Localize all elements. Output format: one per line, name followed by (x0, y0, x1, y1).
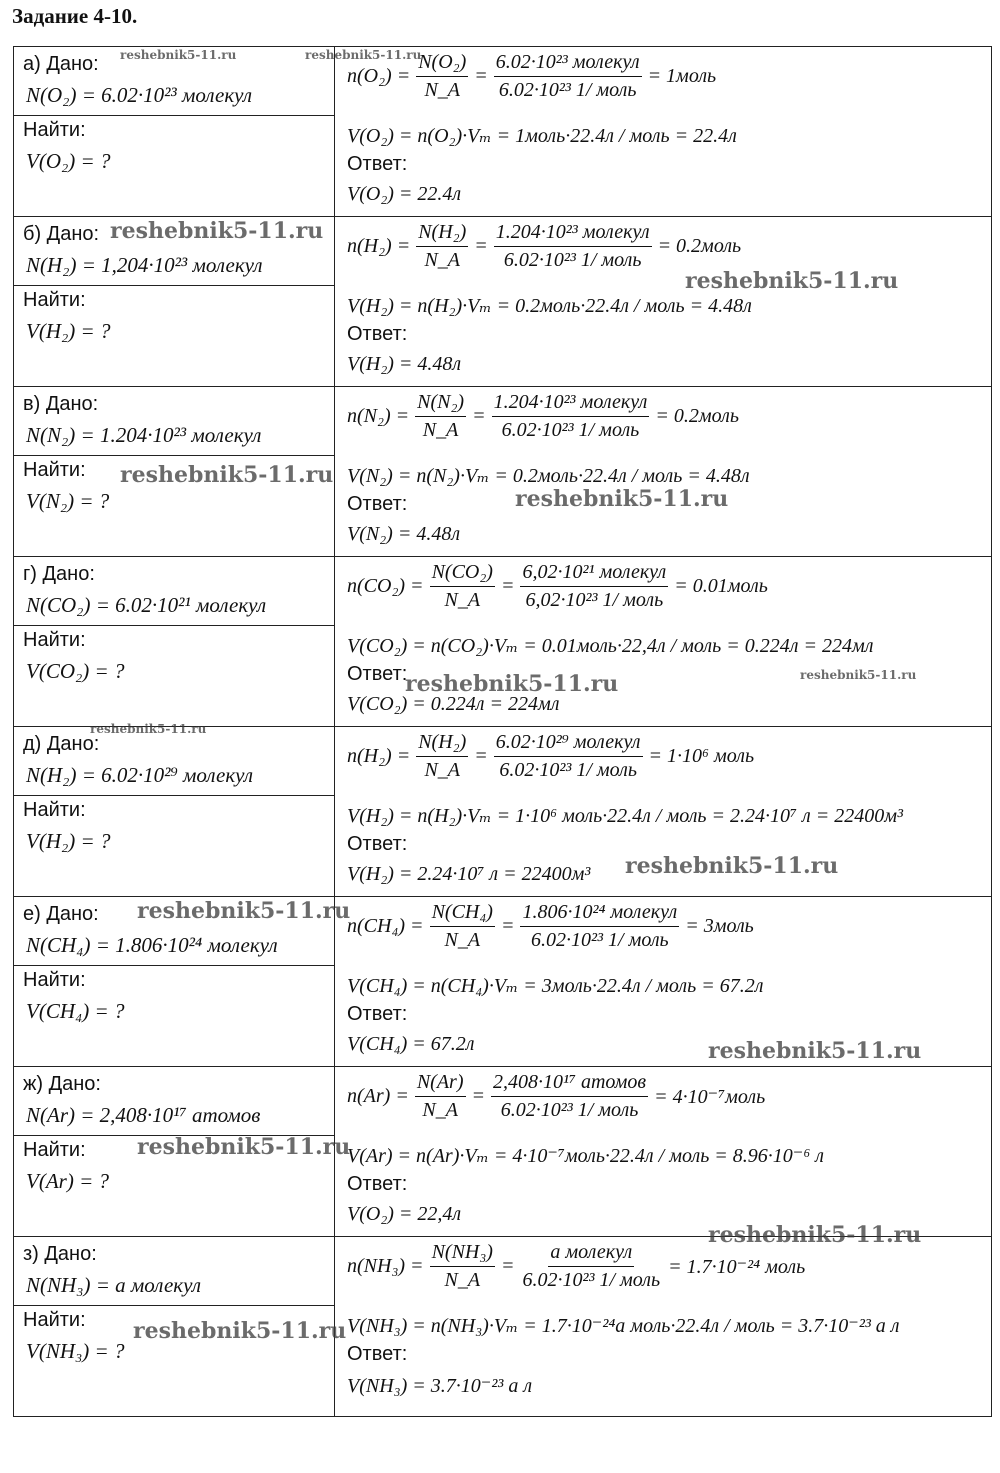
answer-value: V(CH₄) = 67.2л (347, 1033, 475, 1055)
watermark-text: reshebnik5-11.ru (110, 218, 324, 244)
fraction-numerator: 6,02·10²¹ молекул (520, 561, 668, 587)
amount-equation (347, 901, 754, 952)
equation-lhs: n(CH₄) = (347, 915, 424, 937)
fraction-numerator: N(N₂) (415, 391, 466, 417)
find-value: V(H₂) = ? (26, 829, 111, 853)
fraction-numerator: 6.02·10²⁹ молекул (494, 731, 643, 757)
fraction-numerator: N(NH₃) (430, 1241, 495, 1267)
find-value: V(NH₃) = ? (26, 1339, 125, 1363)
equals-sign: = (474, 235, 488, 257)
amount-equation (347, 221, 741, 272)
task-row (14, 557, 991, 727)
answer-label: Ответ: (347, 1003, 408, 1025)
find-label: Найти: (23, 119, 86, 141)
task-left-column (14, 727, 335, 896)
watermark-text: reshebnik5-11.ru (120, 462, 334, 488)
volume-equation: V(O₂) = n(O₂)·Vₘ = 1моль·22.4л / моль = 22.4л (347, 125, 737, 147)
fraction-denominator: N_A (422, 419, 459, 441)
equation-lhs: n(NH₃) = (347, 1255, 424, 1277)
find-label: Найти: (23, 799, 86, 821)
fraction-symbolic (416, 51, 468, 102)
fraction-numerator: 6.02·10²³ молекул (494, 51, 642, 77)
find-cell (14, 625, 334, 725)
solution-cell (335, 47, 991, 216)
fraction-symbolic (416, 731, 468, 782)
given-cell (14, 557, 334, 626)
fraction-numerator: N(H₂) (416, 731, 468, 757)
answer-value: V(O₂) = 22.4л (347, 183, 462, 205)
given-cell (14, 1067, 334, 1136)
fraction-symbolic (415, 1071, 466, 1122)
fraction-symbolic (430, 1241, 495, 1292)
fraction-numeric (520, 1241, 662, 1292)
equation-result: = 4·10⁻⁷моль (654, 1086, 766, 1108)
given-value: N(CO₂) = 6.02·10²¹ молекул (26, 593, 267, 617)
equation-lhs: n(CO₂) = (347, 575, 424, 597)
watermark-text: reshebnik5-11.ru (137, 1134, 351, 1160)
solution-cell (335, 1067, 991, 1236)
given-cell (14, 727, 334, 796)
find-label: Найти: (23, 969, 86, 991)
answer-value: V(H₂) = 2.24·10⁷ л = 22400м³ (347, 863, 591, 885)
watermark-text: reshebnik5-11.ru (120, 48, 237, 62)
fraction-numerator: N(O₂) (416, 51, 468, 77)
find-label: Найти: (23, 1309, 86, 1331)
fraction-numeric (520, 901, 679, 952)
answer-label: Ответ: (347, 493, 408, 515)
find-label: Найти: (23, 629, 86, 651)
given-value: N(CH₄) = 1.806·10²⁴ молекул (26, 933, 278, 957)
find-value: V(H₂) = ? (26, 319, 111, 343)
answer-label: Ответ: (347, 1343, 408, 1365)
fraction-numeric (491, 1071, 648, 1122)
fraction-numerator: 1.204·10²³ молекул (494, 221, 652, 247)
equation-lhs: n(N₂) = (347, 405, 410, 427)
find-label: Найти: (23, 459, 86, 481)
amount-equation (347, 1071, 765, 1122)
fraction-denominator: 6.02·10²³ 1/ моль (500, 1099, 639, 1121)
fraction-symbolic (416, 221, 468, 272)
equals-sign: = (474, 65, 488, 87)
given-label: б) Дано: (23, 223, 100, 245)
answer-value: V(O₂) = 22,4л (347, 1203, 462, 1225)
answer-label: Ответ: (347, 663, 408, 685)
fraction-denominator: 6.02·10²³ 1/ моль (522, 1269, 661, 1291)
watermark-text: reshebnik5-11.ru (90, 722, 207, 736)
find-cell (14, 795, 334, 895)
find-label: Найти: (23, 1139, 86, 1161)
answer-label: Ответ: (347, 1173, 408, 1195)
fraction-denominator: N_A (444, 1269, 481, 1291)
fraction-denominator: N_A (444, 589, 481, 611)
find-cell (14, 115, 334, 215)
equation-result: = 0.2моль (655, 405, 739, 427)
given-value: N(NH₃) = a молекул (26, 1273, 202, 1297)
task-row (14, 47, 991, 217)
page-title: Задание 4-10. (12, 4, 138, 28)
amount-equation (347, 561, 768, 612)
volume-equation: V(H₂) = n(H₂)·Vₘ = 1·10⁶ моль·22.4л / моль = 2.24·10⁷ л = 22400м³ (347, 805, 903, 827)
watermark-text: reshebnik5-11.ru (800, 668, 917, 682)
equals-sign: = (472, 405, 486, 427)
volume-equation: V(Ar) = n(Ar)·Vₘ = 4·10⁻⁷моль·22.4л / моль = 8.96·10⁻⁶ л (347, 1145, 825, 1167)
given-value: N(O₂) = 6.02·10²³ молекул (26, 83, 253, 107)
given-label: ж) Дано: (23, 1073, 101, 1095)
volume-equation: V(CH₄) = n(CH₄)·Vₘ = 3моль·22.4л / моль = 67.2л (347, 975, 764, 997)
fraction-numerator: 1.806·10²⁴ молекул (520, 901, 679, 927)
fraction-numerator: N(H₂) (416, 221, 468, 247)
watermark-text: reshebnik5-11.ru (625, 853, 839, 879)
equals-sign: = (500, 575, 515, 597)
watermark-text: reshebnik5-11.ru (137, 898, 351, 924)
fraction-denominator: 6.02·10²³ 1/ моль (501, 419, 640, 441)
volume-equation: V(N₂) = n(N₂)·Vₘ = 0.2моль·22.4л / моль = 4.48л (347, 465, 750, 487)
task-row (14, 727, 991, 897)
solution-cell (335, 1237, 991, 1416)
given-value: N(H₂) = 6.02·10²⁹ молекул (26, 763, 254, 787)
find-value: V(O₂) = ? (26, 149, 111, 173)
volume-equation: V(H₂) = n(H₂)·Vₘ = 0.2моль·22.4л / моль = 4.48л (347, 295, 752, 317)
fraction-denominator: N_A (422, 1099, 458, 1121)
watermark-text: reshebnik5-11.ru (305, 48, 422, 62)
answer-label: Ответ: (347, 323, 408, 345)
answer-label: Ответ: (347, 153, 408, 175)
find-value: V(CO₂) = ? (26, 659, 125, 683)
fraction-numerator: a молекул (548, 1241, 634, 1267)
fraction-symbolic (415, 391, 466, 442)
answer-value: V(N₂) = 4.48л (347, 523, 461, 545)
volume-equation: V(CO₂) = n(CO₂)·Vₘ = 0.01моль·22,4л / моль = 0.224л = 224мл (347, 635, 874, 657)
find-value: V(CH₄) = ? (26, 999, 125, 1023)
given-value: N(Ar) = 2,408·10¹⁷ атомов (26, 1103, 261, 1127)
equation-result: = 0.2моль (657, 235, 742, 257)
given-cell (14, 387, 334, 456)
fraction-numerator: 2,408·10¹⁷ атомов (491, 1071, 648, 1097)
fraction-numerator: N(CH₄) (430, 901, 495, 927)
amount-equation (347, 391, 739, 442)
given-label: з) Дано: (23, 1243, 97, 1265)
fraction-denominator: 6.02·10²³ 1/ моль (531, 929, 669, 951)
equals-sign: = (500, 915, 515, 937)
task-left-column (14, 47, 335, 216)
fraction-numerator: N(CO₂) (430, 561, 495, 587)
answer-value: V(NH₃) = 3.7·10⁻²³ a л (347, 1375, 533, 1397)
find-value: V(N₂) = ? (26, 489, 110, 513)
watermark-text: reshebnik5-11.ru (133, 1318, 347, 1344)
amount-equation (347, 1241, 805, 1292)
fraction-numeric (494, 51, 642, 102)
find-label: Найти: (23, 289, 86, 311)
watermark-text: reshebnik5-11.ru (708, 1222, 922, 1248)
equals-sign: = (500, 1255, 515, 1277)
amount-equation (347, 731, 754, 782)
given-label: г) Дано: (23, 563, 95, 585)
find-cell (14, 285, 334, 385)
equation-lhs: n(H₂) = (347, 745, 411, 767)
equation-result: = 1·10⁶ моль (648, 745, 755, 767)
given-label: е) Дано: (23, 903, 99, 925)
equals-sign: = (474, 745, 488, 767)
fraction-denominator: N_A (424, 79, 461, 101)
fraction-numeric (494, 731, 643, 782)
equation-result: = 3моль (685, 915, 754, 937)
watermark-text: reshebnik5-11.ru (708, 1038, 922, 1064)
watermark-text: reshebnik5-11.ru (515, 486, 729, 512)
given-label: д) Дано: (23, 733, 100, 755)
answer-value: V(H₂) = 4.48л (347, 353, 462, 375)
fraction-denominator: N_A (444, 929, 481, 951)
given-value: N(N₂) = 1.204·10²³ молекул (26, 423, 262, 447)
fraction-denominator: N_A (424, 249, 461, 271)
answer-label: Ответ: (347, 833, 408, 855)
task-left-column (14, 557, 335, 726)
solution-cell (335, 217, 991, 386)
fraction-denominator: 6.02·10²³ 1/ моль (499, 759, 637, 781)
given-label: в) Дано: (23, 393, 99, 415)
equation-lhs: n(O₂) = (347, 65, 411, 87)
volume-equation: V(NH₃) = n(NH₃)·Vₘ = 1.7·10⁻²⁴a моль·22.4л / моль = 3.7·10⁻²³ a л (347, 1315, 900, 1337)
equation-lhs: n(Ar) = (347, 1085, 409, 1107)
fraction-denominator: 6.02·10²³ 1/ моль (503, 249, 642, 271)
answer-value: V(CO₂) = 0.224л = 224мл (347, 693, 560, 715)
fraction-numeric (492, 391, 650, 442)
fraction-numerator: N(Ar) (415, 1071, 466, 1097)
given-cell (14, 1237, 334, 1306)
fraction-numeric (520, 561, 668, 612)
fraction-denominator: 6.02·10²³ 1/ моль (498, 79, 637, 101)
equation-result: = 1моль (647, 65, 717, 87)
equals-sign: = (471, 1085, 485, 1107)
fraction-symbolic (430, 561, 495, 612)
equation-result: = 0.01моль (674, 575, 768, 597)
solution-cell (335, 557, 991, 726)
fraction-numeric (494, 221, 652, 272)
given-value: N(H₂) = 1,204·10²³ молекул (26, 253, 263, 277)
fraction-denominator: N_A (424, 759, 461, 781)
fraction-symbolic (430, 901, 495, 952)
find-value: V(Ar) = ? (26, 1169, 109, 1193)
equation-lhs: n(H₂) = (347, 235, 411, 257)
watermark-text: reshebnik5-11.ru (405, 671, 619, 697)
find-cell (14, 965, 334, 1065)
fraction-numerator: 1.204·10²³ молекул (492, 391, 650, 417)
equation-result: = 1.7·10⁻²⁴ моль (668, 1256, 806, 1278)
solution-cell (335, 387, 991, 556)
given-label: а) Дано: (23, 53, 99, 75)
fraction-denominator: 6,02·10²³ 1/ моль (525, 589, 664, 611)
watermark-text: reshebnik5-11.ru (685, 268, 899, 294)
